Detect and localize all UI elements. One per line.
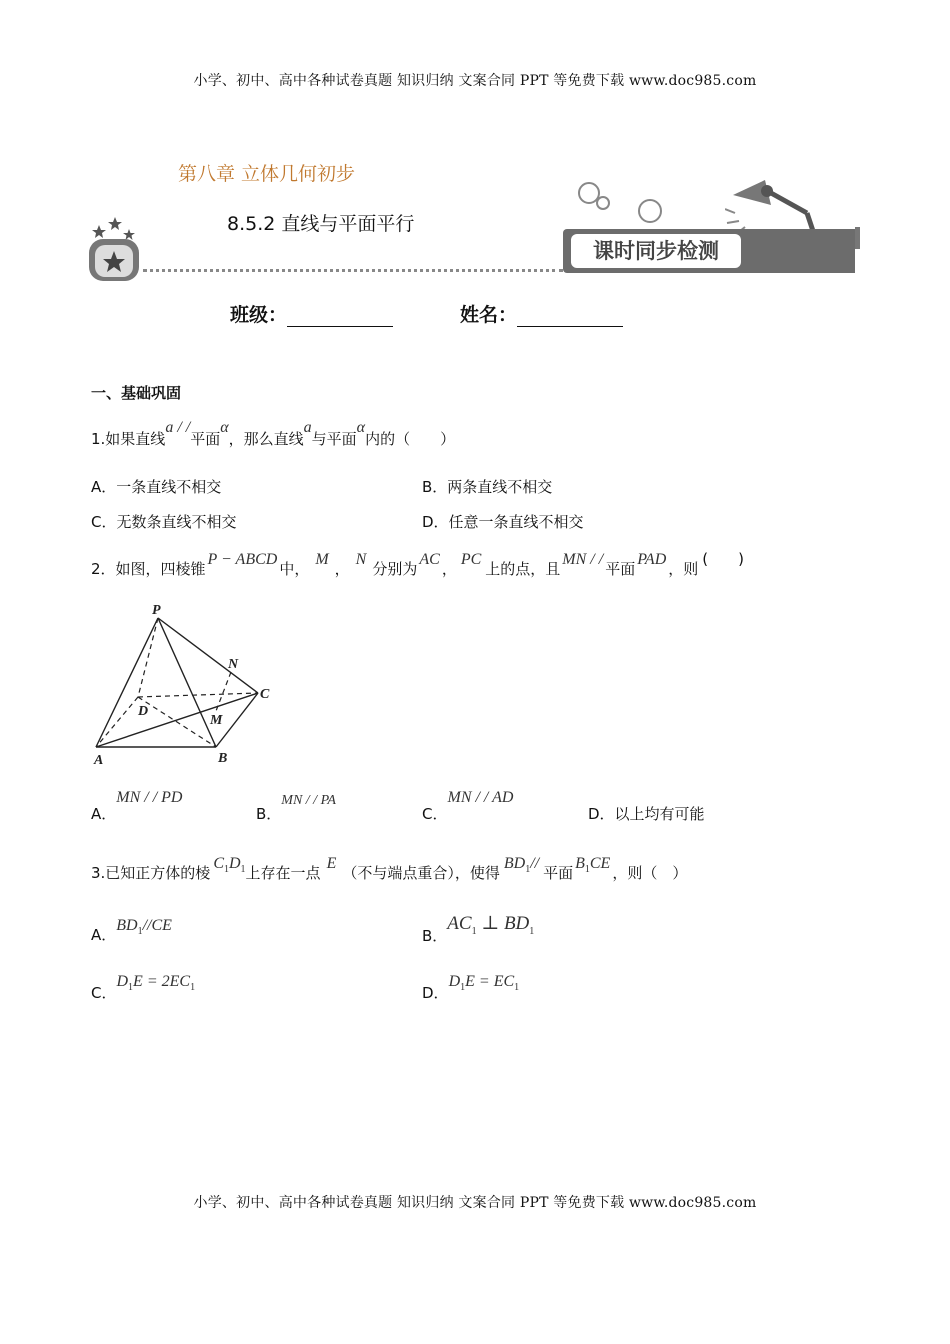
q2-math-pad: PAD	[637, 551, 667, 568]
q2-option-b-math: MN / / PA	[281, 793, 336, 808]
q1-option-b[interactable]: B．两条直线不相交	[422, 478, 553, 496]
q2-option-a[interactable]	[91, 786, 183, 823]
q2-text-g: 平面	[605, 560, 636, 578]
q1-math-a-parallel: a / /	[165, 419, 191, 436]
q3-option-b-label: B．	[422, 927, 448, 945]
q2-option-b-label: B．	[256, 805, 282, 823]
label-n: N	[228, 657, 239, 672]
class-label: 班级：	[230, 304, 288, 326]
q3-option-a[interactable]	[91, 914, 172, 944]
question-1	[91, 419, 456, 449]
question-2	[91, 550, 744, 579]
q3-math-c1d1: $C_1D_1$	[213, 855, 246, 876]
q3-option-a-label: A．	[91, 926, 117, 944]
q2-math-pabcd: P − ABCD	[207, 551, 278, 568]
page-header: 小学、初中、高中各种试卷真题 知识归纳 文案合同 PPT 等免费下载 www.doc985.com	[193, 73, 757, 89]
label-a: A	[94, 753, 104, 768]
q2-option-a-math: MN / / PD	[116, 789, 183, 806]
q1-math-a: a	[303, 419, 312, 436]
bubbles-decoration	[575, 175, 665, 230]
q1-text-b: 平面	[190, 430, 221, 448]
q2-text-d: 分别为	[372, 560, 418, 578]
q1-text-a: 1.如果直线	[91, 430, 166, 448]
page-footer: 小学、初中、高中各种试卷真题 知识归纳 文案合同 PPT 等免费下载 www.doc985.com	[193, 1195, 757, 1211]
class-blank[interactable]	[287, 306, 393, 327]
q3-text-c: （不与端点重合），使得	[342, 864, 500, 882]
label-d: D	[138, 704, 149, 719]
name-blank[interactable]	[517, 306, 623, 327]
q3-option-d-math: $D_1E = EC_1$	[448, 973, 520, 994]
label-m: M	[210, 713, 223, 728]
q2-text-e: ，	[441, 560, 457, 578]
band-edge	[855, 227, 860, 249]
q2-text-c: ，	[334, 560, 350, 578]
q1-option-c[interactable]: C．无数条直线不相交	[91, 513, 237, 531]
q1-option-a[interactable]: A．一条直线不相交	[91, 478, 222, 496]
q2-option-d[interactable]: D．以上均有可能	[588, 805, 705, 823]
q2-math-mn-parallel: MN / /	[562, 551, 604, 568]
q2-math-pc: PC	[460, 551, 482, 568]
q2-math-m: M	[315, 551, 329, 568]
banner	[85, 135, 865, 285]
q2-math-n: N	[355, 551, 367, 568]
q3-option-b-math: $AC_1$ ⊥ $BD_1$	[447, 913, 535, 937]
pyramid-figure	[88, 600, 288, 770]
q2-answer-paren: ( )	[702, 550, 744, 568]
q3-option-d[interactable]	[422, 970, 520, 1002]
q1-text-c: ，那么直线	[228, 430, 304, 448]
q2-option-b[interactable]	[256, 788, 336, 823]
star-emblem-icon	[85, 215, 145, 283]
q2-text-a: 2．如图，四棱锥	[91, 560, 206, 578]
q1-text-e: 内的（ ）	[365, 430, 456, 448]
chapter-title: 第八章 立体几何初步	[178, 163, 356, 185]
q3-option-c-math: $D_1E = 2EC_1$	[116, 973, 196, 994]
banner-divider	[143, 269, 563, 272]
q3-math-bd1-parallel: $BD_1//$	[503, 855, 540, 876]
q1-option-d[interactable]: D．任意一条直线不相交	[422, 513, 584, 531]
q2-text-h: ，则	[668, 560, 699, 578]
q2-text-f: 上的点，且	[485, 560, 561, 578]
q2-option-a-label: A．	[91, 805, 117, 823]
q3-text-a: 3.已知正方体的棱	[91, 864, 211, 882]
q1-math-alpha: α	[220, 419, 229, 436]
q3-text-d: 平面	[543, 864, 574, 882]
question-3	[91, 855, 688, 885]
q2-math-ac: AC	[419, 551, 440, 568]
badge-band	[563, 229, 855, 273]
label-p: P	[152, 603, 161, 618]
q2-text-b: 中，	[279, 560, 310, 578]
name-label: 姓名：	[460, 304, 518, 326]
q3-option-c[interactable]	[91, 970, 196, 1002]
section-title: 8.5.2 直线与平面平行	[227, 213, 415, 235]
q3-option-c-label: C．	[91, 984, 117, 1002]
class-field	[230, 300, 393, 327]
q3-option-b[interactable]	[422, 912, 535, 945]
q3-text-e: ，则（ ）	[612, 864, 688, 882]
q2-option-c-label: C．	[422, 805, 448, 823]
q2-option-c-math: MN / / AD	[447, 789, 514, 806]
q3-option-a-math: $BD_1//CE$	[116, 917, 172, 938]
q1-text-d: 与平面	[311, 430, 357, 448]
q3-text-b: 上存在一点	[245, 864, 321, 882]
q3-math-b1ce: $B_1CE$	[575, 855, 611, 876]
label-b: B	[218, 751, 228, 766]
q1-math-alpha-2: α	[356, 419, 366, 436]
part-title: 一、基础巩固	[91, 384, 182, 402]
q3-math-e: E	[326, 855, 337, 872]
label-c: C	[260, 687, 270, 702]
name-field	[460, 300, 623, 327]
q2-option-c[interactable]	[422, 786, 514, 823]
badge-label: 课时同步检测	[571, 234, 741, 268]
q3-option-d-label: D．	[422, 984, 449, 1002]
